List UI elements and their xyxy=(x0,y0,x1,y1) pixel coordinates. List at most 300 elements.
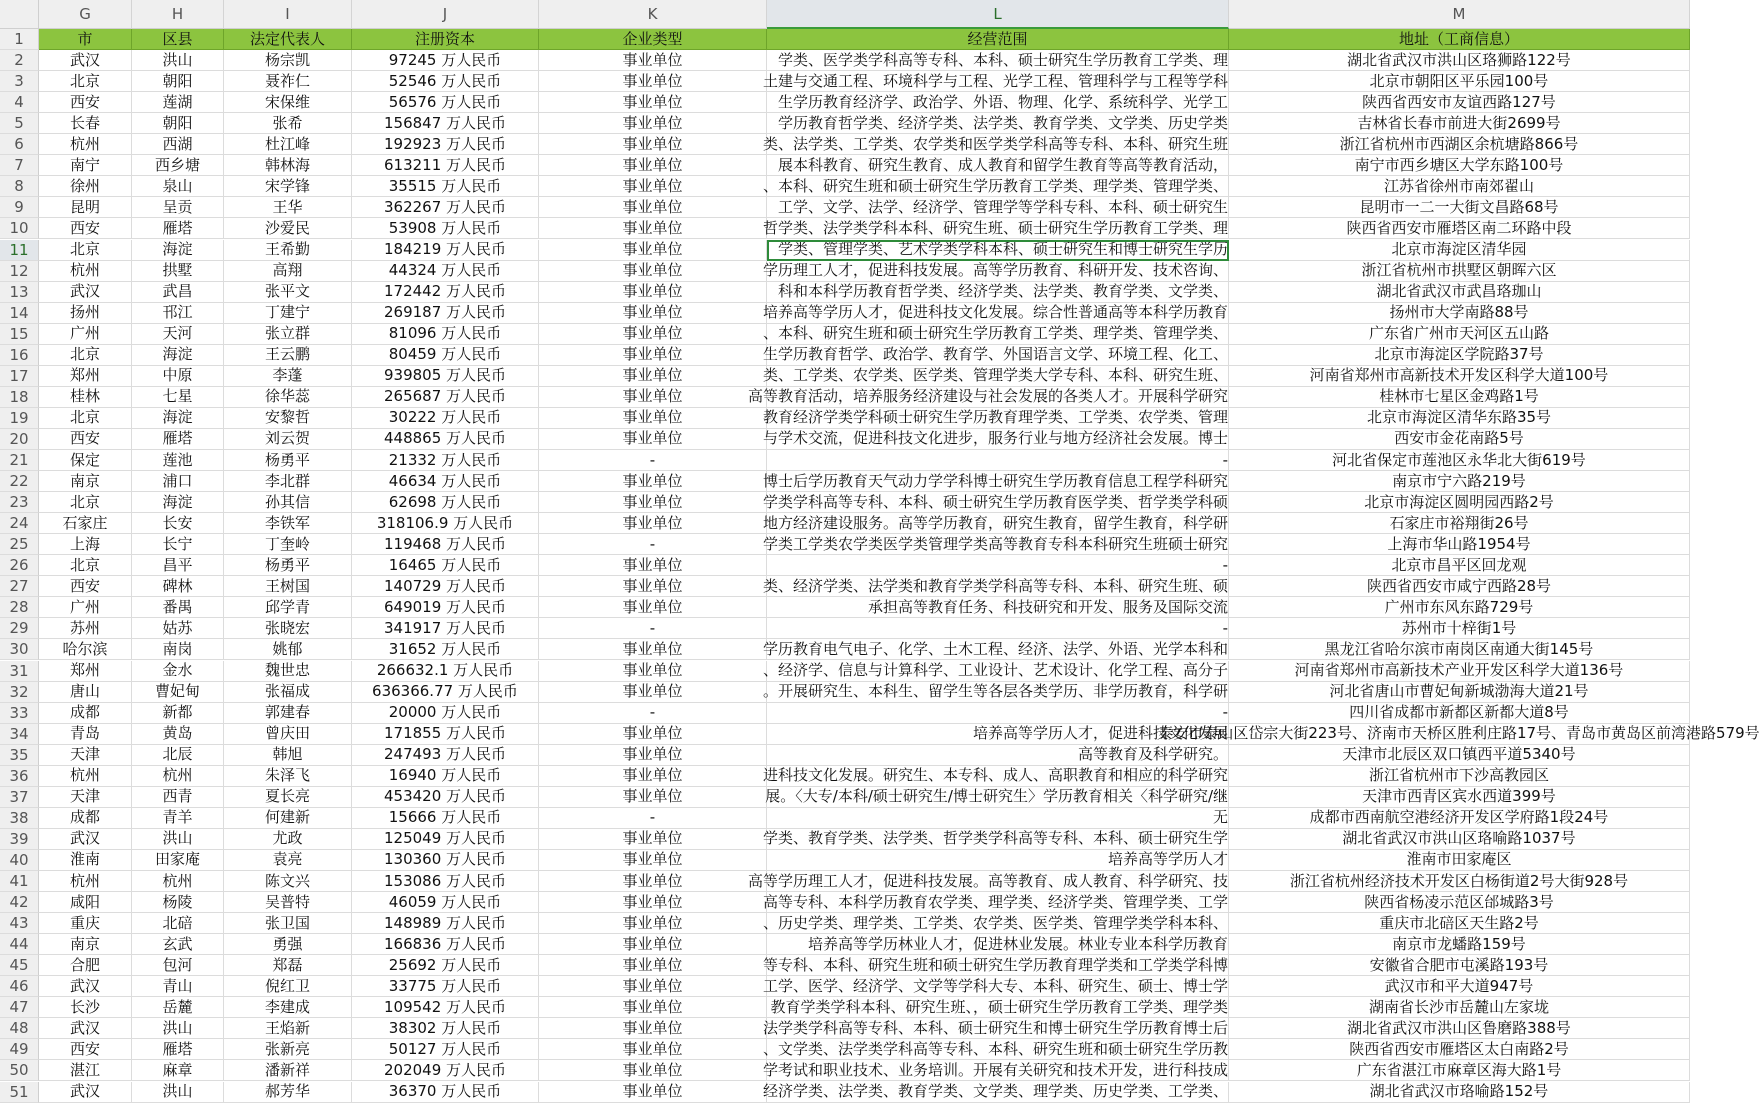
table-cell[interactable]: 学历理工人才，促进科技发展。高等学历教育、科研开发、技术咨询、 xyxy=(767,261,1229,282)
row-header[interactable]: 28 xyxy=(0,597,39,618)
table-cell[interactable]: 44324 万人民币 xyxy=(352,261,539,282)
row-header[interactable]: 45 xyxy=(0,955,39,976)
table-cell[interactable]: 李蓬 xyxy=(224,366,352,387)
table-cell[interactable]: 陕西省西安市友谊西路127号 xyxy=(1229,92,1690,113)
table-cell[interactable]: 浙江省杭州市西湖区余杭塘路866号 xyxy=(1229,134,1690,155)
table-cell[interactable]: 事业单位 xyxy=(539,50,767,71)
table-cell[interactable]: 南京市龙蟠路159号 xyxy=(1229,934,1690,955)
table-cell[interactable]: 杭州 xyxy=(39,766,132,787)
table-cell[interactable]: 类、经济学类、法学类和教育学类学科高等专科、本科、研究生班、硕 xyxy=(767,576,1229,597)
table-cell[interactable]: 事业单位 xyxy=(539,997,767,1018)
table-cell[interactable]: 天津 xyxy=(39,745,132,766)
table-cell[interactable]: 王树国 xyxy=(224,576,352,597)
table-cell[interactable]: 王希勤 xyxy=(224,240,352,261)
row-header[interactable]: 13 xyxy=(0,282,39,303)
table-cell[interactable]: 石家庄 xyxy=(39,513,132,534)
row-header[interactable]: 4 xyxy=(0,92,39,113)
table-cell[interactable]: - xyxy=(539,534,767,555)
table-cell[interactable]: 洪山 xyxy=(132,1082,224,1103)
table-cell[interactable]: 新都 xyxy=(132,703,224,724)
row-header[interactable]: 30 xyxy=(0,639,39,660)
table-cell[interactable]: 事业单位 xyxy=(539,92,767,113)
table-cell[interactable]: 徐华蕊 xyxy=(224,387,352,408)
table-cell[interactable]: 青羊 xyxy=(132,808,224,829)
table-cell[interactable]: 33775 万人民币 xyxy=(352,976,539,997)
table-cell[interactable]: 宋保维 xyxy=(224,92,352,113)
table-cell[interactable]: 丁建宁 xyxy=(224,303,352,324)
table-cell[interactable]: 河南省郑州市高新技术产业开发区科学大道136号 xyxy=(1229,661,1690,682)
table-cell[interactable]: 张平文 xyxy=(224,282,352,303)
table-cell[interactable]: 玄武 xyxy=(132,934,224,955)
table-cell[interactable]: 成都 xyxy=(39,808,132,829)
table-cell[interactable]: 192923 万人民币 xyxy=(352,134,539,155)
table-cell[interactable]: 魏世忠 xyxy=(224,661,352,682)
table-cell[interactable]: 125049 万人民币 xyxy=(352,829,539,850)
table-cell[interactable]: 七星 xyxy=(132,387,224,408)
table-cell[interactable]: 事业单位 xyxy=(539,387,767,408)
table-cell[interactable]: 勇强 xyxy=(224,934,352,955)
table-cell[interactable]: 教育经济学类学科硕士研究生学历教育理学类、工学类、农学类、管理 xyxy=(767,408,1229,429)
table-cell[interactable]: 事业单位 xyxy=(539,197,767,218)
table-cell[interactable]: 丁奎岭 xyxy=(224,534,352,555)
table-cell[interactable]: 学类、医学类学科高等专科、本科、硕士研究生学历教育工学类、理 xyxy=(767,50,1229,71)
table-cell[interactable]: 南京 xyxy=(39,934,132,955)
row-header[interactable]: 39 xyxy=(0,829,39,850)
table-cell[interactable]: 郝芳华 xyxy=(224,1082,352,1103)
select-all-corner[interactable] xyxy=(0,0,39,29)
table-cell[interactable]: 生学历教育经济学、政治学、外语、物理、化学、系统科学、光学工 xyxy=(767,92,1229,113)
table-cell[interactable]: 109542 万人民币 xyxy=(352,997,539,1018)
table-cell[interactable]: 事业单位 xyxy=(539,282,767,303)
table-cell[interactable]: 博士后学历教育天气动力学学科博士研究生学历教育信息工程学科研究 xyxy=(767,471,1229,492)
table-cell[interactable]: - xyxy=(539,703,767,724)
table-cell[interactable]: 张卫国 xyxy=(224,913,352,934)
table-cell[interactable]: 南宁 xyxy=(39,155,132,176)
table-cell[interactable]: 培养高等学历林业人才，促进林业发展。林业专业本科学历教育 xyxy=(767,934,1229,955)
row-header[interactable]: 6 xyxy=(0,134,39,155)
table-cell[interactable]: 事业单位 xyxy=(539,113,767,134)
row-header[interactable]: 11 xyxy=(0,240,39,261)
column-header-l[interactable]: L xyxy=(767,0,1229,29)
column-header-g[interactable]: G xyxy=(39,0,132,29)
table-cell[interactable]: 高等教育及科学研究。 xyxy=(767,745,1229,766)
table-cell[interactable]: 工学、医学、经济学、文学等学科大专、本科、研究生、硕士、博士学 xyxy=(767,976,1229,997)
table-cell[interactable]: 教育学类学科本科、研究生班、，硕士研究生学历教育工学类、理学类 xyxy=(767,997,1229,1018)
row-header[interactable]: 25 xyxy=(0,534,39,555)
table-cell[interactable]: 53908 万人民币 xyxy=(352,218,539,239)
table-cell[interactable]: 法学类学科高等专科、本科、硕士研究生和博士研究生学历教育博士后 xyxy=(767,1018,1229,1039)
table-cell[interactable]: 184219 万人民币 xyxy=(352,240,539,261)
header-cell[interactable]: 地址（工商信息） xyxy=(1229,29,1690,50)
table-cell[interactable]: 天河 xyxy=(132,324,224,345)
table-cell[interactable]: 浙江省杭州经济技术开发区白杨街道2号大街928号 xyxy=(1229,871,1690,892)
row-header[interactable]: 31 xyxy=(0,661,39,682)
table-cell[interactable]: 广东省广州市天河区五山路 xyxy=(1229,324,1690,345)
table-cell[interactable]: 河南省郑州市高新技术开发区科学大道100号 xyxy=(1229,366,1690,387)
table-cell[interactable]: 武汉 xyxy=(39,1082,132,1103)
table-cell[interactable]: 展本科教育、研究生教育、成人教育和留学生教育等高等教育活动， xyxy=(767,155,1229,176)
row-header[interactable]: 20 xyxy=(0,429,39,450)
row-header[interactable]: 41 xyxy=(0,871,39,892)
table-cell[interactable]: 南宁市西乡塘区大学东路100号 xyxy=(1229,155,1690,176)
table-cell[interactable]: 247493 万人民币 xyxy=(352,745,539,766)
table-cell[interactable]: 邗江 xyxy=(132,303,224,324)
table-cell[interactable]: 事业单位 xyxy=(539,976,767,997)
table-cell[interactable]: 172442 万人民币 xyxy=(352,282,539,303)
table-cell[interactable]: 35515 万人民币 xyxy=(352,176,539,197)
table-cell[interactable]: 事业单位 xyxy=(539,745,767,766)
table-cell[interactable]: 雁塔 xyxy=(132,218,224,239)
table-cell[interactable]: 何建新 xyxy=(224,808,352,829)
row-header[interactable]: 37 xyxy=(0,787,39,808)
table-cell[interactable]: 杭州 xyxy=(39,871,132,892)
table-cell[interactable]: 学历教育电气电子、化学、土木工程、经济、法学、外语、光学本科和 xyxy=(767,639,1229,660)
column-header-h[interactable]: H xyxy=(132,0,224,29)
table-cell[interactable]: 土建与交通工程、环境科学与工程、光学工程、管理科学与工程等学科 xyxy=(767,71,1229,92)
table-cell[interactable]: 经济学类、法学类、教育学类、文学类、理学类、历史学类、工学类、 xyxy=(767,1082,1229,1103)
table-cell[interactable]: 事业单位 xyxy=(539,1082,767,1103)
row-header[interactable]: 38 xyxy=(0,808,39,829)
row-header[interactable]: 15 xyxy=(0,324,39,345)
row-header[interactable]: 2 xyxy=(0,50,39,71)
table-cell[interactable]: 洪山 xyxy=(132,829,224,850)
table-cell[interactable]: 淮南市田家庵区 xyxy=(1229,850,1690,871)
table-cell[interactable]: 张希 xyxy=(224,113,352,134)
column-header-i[interactable]: I xyxy=(224,0,352,29)
table-cell[interactable]: 北京 xyxy=(39,345,132,366)
table-cell[interactable]: 46634 万人民币 xyxy=(352,471,539,492)
row-header[interactable]: 7 xyxy=(0,155,39,176)
table-cell[interactable]: 陕西省西安市雁塔区太白南路2号 xyxy=(1229,1039,1690,1060)
table-cell[interactable]: 海淀 xyxy=(132,492,224,513)
table-cell[interactable]: 31652 万人民币 xyxy=(352,639,539,660)
table-cell[interactable]: 杨宗凯 xyxy=(224,50,352,71)
row-header[interactable]: 10 xyxy=(0,218,39,239)
table-cell[interactable]: 沙爱民 xyxy=(224,218,352,239)
table-cell[interactable]: 事业单位 xyxy=(539,1060,767,1081)
table-cell[interactable]: 杭州 xyxy=(39,261,132,282)
table-cell[interactable]: 扬州市大学南路88号 xyxy=(1229,303,1690,324)
table-cell[interactable]: 孙其信 xyxy=(224,492,352,513)
table-cell[interactable]: 北京市海淀区清华东路35号 xyxy=(1229,408,1690,429)
table-cell[interactable]: 郑州 xyxy=(39,661,132,682)
table-cell[interactable]: 事业单位 xyxy=(539,913,767,934)
table-cell[interactable]: 38302 万人民币 xyxy=(352,1018,539,1039)
row-header[interactable]: 49 xyxy=(0,1039,39,1060)
table-cell[interactable]: 安黎哲 xyxy=(224,408,352,429)
table-cell[interactable]: 天津市西青区宾水西道399号 xyxy=(1229,787,1690,808)
table-cell[interactable]: 洪山 xyxy=(132,50,224,71)
table-cell[interactable]: 56576 万人民币 xyxy=(352,92,539,113)
table-cell[interactable]: 哈尔滨 xyxy=(39,639,132,660)
table-cell[interactable]: 潘新祥 xyxy=(224,1060,352,1081)
table-cell[interactable]: 事业单位 xyxy=(539,576,767,597)
table-cell[interactable]: 。开展研究生、本科生、留学生等各层各类学历、非学历教育，科学研 xyxy=(767,682,1229,703)
row-header[interactable]: 29 xyxy=(0,618,39,639)
table-cell[interactable]: 西安 xyxy=(39,1039,132,1060)
table-cell[interactable]: 269187 万人民币 xyxy=(352,303,539,324)
row-header[interactable]: 44 xyxy=(0,934,39,955)
table-cell[interactable]: 学类、管理学类、艺术学类学科本科、硕士研究生和博士研究生学历 xyxy=(767,240,1229,261)
table-cell[interactable]: 广州 xyxy=(39,597,132,618)
table-cell[interactable]: 湖北省武汉市武昌珞珈山 xyxy=(1229,282,1690,303)
table-cell[interactable]: - xyxy=(767,703,1229,724)
row-header[interactable]: 1 xyxy=(0,29,39,50)
table-cell[interactable]: 湖北省武汉市珞喻路152号 xyxy=(1229,1082,1690,1103)
table-cell[interactable]: 北京市朝阳区平乐园100号 xyxy=(1229,71,1690,92)
table-cell[interactable]: 高翔 xyxy=(224,261,352,282)
table-cell[interactable]: 学类、教育学类、法学类、哲学类学科高等专科、本科、硕士研究生学 xyxy=(767,829,1229,850)
table-cell[interactable]: 吴普特 xyxy=(224,892,352,913)
table-cell[interactable]: 北京 xyxy=(39,240,132,261)
table-cell[interactable]: 西安 xyxy=(39,429,132,450)
table-cell[interactable]: 西安 xyxy=(39,576,132,597)
table-cell[interactable]: 16940 万人民币 xyxy=(352,766,539,787)
table-cell[interactable]: 王焰新 xyxy=(224,1018,352,1039)
table-cell[interactable]: 事业单位 xyxy=(539,639,767,660)
row-header[interactable]: 23 xyxy=(0,492,39,513)
row-header[interactable]: 22 xyxy=(0,471,39,492)
table-cell[interactable]: 生学历教育哲学、政治学、教育学、外国语言文学、环境工程、化工、 xyxy=(767,345,1229,366)
table-cell[interactable]: 碑林 xyxy=(132,576,224,597)
table-cell[interactable]: 南京市宁六路219号 xyxy=(1229,471,1690,492)
table-cell[interactable]: 江苏省徐州市南郊翟山 xyxy=(1229,176,1690,197)
table-cell[interactable]: 泰安市泰山区岱宗大街223号、济南市天桥区胜利庄路17号、青岛市黄岛区前湾港路579号 xyxy=(1229,724,1690,745)
table-cell[interactable]: - xyxy=(767,450,1229,471)
table-cell[interactable]: 事业单位 xyxy=(539,345,767,366)
table-cell[interactable]: 陈文兴 xyxy=(224,871,352,892)
table-cell[interactable]: 尤政 xyxy=(224,829,352,850)
table-cell[interactable]: 杨勇平 xyxy=(224,555,352,576)
header-cell[interactable]: 企业类型 xyxy=(539,29,767,50)
table-cell[interactable]: 杨勇平 xyxy=(224,450,352,471)
table-cell[interactable]: - xyxy=(539,618,767,639)
column-header-m[interactable]: M xyxy=(1229,0,1690,29)
table-cell[interactable]: 事业单位 xyxy=(539,240,767,261)
row-header[interactable]: 47 xyxy=(0,997,39,1018)
table-cell[interactable]: 事业单位 xyxy=(539,366,767,387)
table-cell[interactable]: 曹妃甸 xyxy=(132,682,224,703)
row-header[interactable]: 19 xyxy=(0,408,39,429)
table-cell[interactable]: 153086 万人民币 xyxy=(352,871,539,892)
table-cell[interactable]: 培养高等学历人才，促进科技文化发展 xyxy=(767,724,1229,745)
table-cell[interactable]: 事业单位 xyxy=(539,155,767,176)
table-cell[interactable]: 西乡塘 xyxy=(132,155,224,176)
table-cell[interactable]: 、经济学、信息与计算科学、工业设计、艺术设计、化学工程、高分子 xyxy=(767,661,1229,682)
table-cell[interactable]: 事业单位 xyxy=(539,871,767,892)
table-cell[interactable]: 保定 xyxy=(39,450,132,471)
table-cell[interactable]: 西青 xyxy=(132,787,224,808)
table-cell[interactable]: 天津市北辰区双口镇西平道5340号 xyxy=(1229,745,1690,766)
table-cell[interactable]: 青岛 xyxy=(39,724,132,745)
table-cell[interactable]: 雁塔 xyxy=(132,1039,224,1060)
table-cell[interactable]: 636366.77 万人民币 xyxy=(352,682,539,703)
table-cell[interactable]: 湖北省武汉市洪山区珞喻路1037号 xyxy=(1229,829,1690,850)
table-cell[interactable]: 453420 万人民币 xyxy=(352,787,539,808)
header-cell[interactable]: 区县 xyxy=(132,29,224,50)
table-cell[interactable]: 海淀 xyxy=(132,240,224,261)
table-cell[interactable]: 昌平 xyxy=(132,555,224,576)
table-cell[interactable]: 昆明市一二一大街文昌路68号 xyxy=(1229,197,1690,218)
table-cell[interactable]: 北京市海淀区清华园 xyxy=(1229,240,1690,261)
table-cell[interactable]: 陕西省杨凌示范区邰城路3号 xyxy=(1229,892,1690,913)
row-header[interactable]: 18 xyxy=(0,387,39,408)
table-cell[interactable]: 郑磊 xyxy=(224,955,352,976)
table-cell[interactable]: 杭州 xyxy=(132,871,224,892)
table-cell[interactable]: 130360 万人民币 xyxy=(352,850,539,871)
table-cell[interactable]: 北京 xyxy=(39,555,132,576)
table-cell[interactable]: 西安市金花南路5号 xyxy=(1229,429,1690,450)
table-cell[interactable]: 扬州 xyxy=(39,303,132,324)
row-header[interactable]: 9 xyxy=(0,197,39,218)
header-cell[interactable]: 市 xyxy=(39,29,132,50)
table-cell[interactable]: 重庆 xyxy=(39,913,132,934)
table-cell[interactable]: 苏州市十梓街1号 xyxy=(1229,618,1690,639)
row-header[interactable]: 5 xyxy=(0,113,39,134)
row-header[interactable]: 33 xyxy=(0,703,39,724)
header-cell[interactable]: 注册资本 xyxy=(352,29,539,50)
table-cell[interactable]: 、本科、研究生班和硕士研究生学历教育工学类、理学类、管理学类、 xyxy=(767,324,1229,345)
table-cell[interactable]: 长宁 xyxy=(132,534,224,555)
table-cell[interactable]: 事业单位 xyxy=(539,661,767,682)
table-cell[interactable]: 、本科、研究生班和硕士研究生学历教育工学类、理学类、管理学类、 xyxy=(767,176,1229,197)
table-cell[interactable]: 姚郁 xyxy=(224,639,352,660)
row-header[interactable]: 51 xyxy=(0,1082,39,1103)
row-header[interactable]: 40 xyxy=(0,850,39,871)
table-cell[interactable]: 、文学类、法学类学科高等专科、本科、研究生班和硕士研究生学历教 xyxy=(767,1039,1229,1060)
row-header[interactable]: 42 xyxy=(0,892,39,913)
table-cell[interactable]: 倪红卫 xyxy=(224,976,352,997)
table-cell[interactable]: 36370 万人民币 xyxy=(352,1082,539,1103)
table-cell[interactable]: 田家庵 xyxy=(132,850,224,871)
table-cell[interactable]: 148989 万人民币 xyxy=(352,913,539,934)
table-cell[interactable]: 事业单位 xyxy=(539,134,767,155)
table-cell[interactable]: 张福成 xyxy=(224,682,352,703)
table-cell[interactable]: 西湖 xyxy=(132,134,224,155)
table-cell[interactable]: 156847 万人民币 xyxy=(352,113,539,134)
table-cell[interactable]: 武昌 xyxy=(132,282,224,303)
table-cell[interactable]: 邱学青 xyxy=(224,597,352,618)
row-header[interactable]: 16 xyxy=(0,345,39,366)
row-header[interactable]: 12 xyxy=(0,261,39,282)
table-cell[interactable]: 姑苏 xyxy=(132,618,224,639)
header-cell[interactable]: 法定代表人 xyxy=(224,29,352,50)
table-cell[interactable]: 事业单位 xyxy=(539,766,767,787)
table-cell[interactable]: 事业单位 xyxy=(539,787,767,808)
table-cell[interactable]: 武汉 xyxy=(39,1018,132,1039)
table-cell[interactable]: 陕西省西安市咸宁西路28号 xyxy=(1229,576,1690,597)
table-cell[interactable]: 淮南 xyxy=(39,850,132,871)
table-cell[interactable]: 哲学类、法学类学科本科、研究生班、硕士研究生学历教育工学类、理 xyxy=(767,218,1229,239)
table-cell[interactable]: 学历教育哲学类、经济学类、法学类、教育学类、文学类、历史学类 xyxy=(767,113,1229,134)
table-cell[interactable]: 学类学科高等专科、本科、硕士研究生学历教育医学类、哲学类学科硕 xyxy=(767,492,1229,513)
table-cell[interactable]: 与学术交流，促进科技文化进步，服务行业与地方经济社会发展。博士 xyxy=(767,429,1229,450)
table-cell[interactable]: 桂林市七星区金鸡路1号 xyxy=(1229,387,1690,408)
table-cell[interactable]: 进科技文化发展。研究生、本专科、成人、高职教育和相应的科学研究 xyxy=(767,766,1229,787)
table-cell[interactable]: 448865 万人民币 xyxy=(352,429,539,450)
table-cell[interactable]: 事业单位 xyxy=(539,513,767,534)
table-cell[interactable]: 河北省保定市莲池区永华北大街619号 xyxy=(1229,450,1690,471)
table-cell[interactable]: 黄岛 xyxy=(132,724,224,745)
table-cell[interactable]: 韩旭 xyxy=(224,745,352,766)
table-cell[interactable]: 武汉 xyxy=(39,829,132,850)
table-cell[interactable]: 宋学锋 xyxy=(224,176,352,197)
table-cell[interactable]: 事业单位 xyxy=(539,892,767,913)
table-cell[interactable]: 刘云贺 xyxy=(224,429,352,450)
table-cell[interactable]: 莲池 xyxy=(132,450,224,471)
table-cell[interactable]: 地方经济建设服务。高等学历教育，研究生教育，留学生教育，科学研 xyxy=(767,513,1229,534)
table-cell[interactable]: 麻章 xyxy=(132,1060,224,1081)
table-cell[interactable]: 学考试和职业技术、业务培训。开展有关研究和技术开发，进行科技成 xyxy=(767,1060,1229,1081)
table-cell[interactable]: 夏长亮 xyxy=(224,787,352,808)
table-cell[interactable]: 北京 xyxy=(39,71,132,92)
table-cell[interactable]: 81096 万人民币 xyxy=(352,324,539,345)
table-cell[interactable]: 张新亮 xyxy=(224,1039,352,1060)
table-cell[interactable]: 97245 万人民币 xyxy=(352,50,539,71)
table-cell[interactable]: - xyxy=(767,555,1229,576)
table-cell[interactable]: 郭建春 xyxy=(224,703,352,724)
table-cell[interactable]: 广州市东风东路729号 xyxy=(1229,597,1690,618)
table-cell[interactable]: 李北群 xyxy=(224,471,352,492)
table-cell[interactable]: - xyxy=(539,450,767,471)
table-cell[interactable]: 武汉市和平大道947号 xyxy=(1229,976,1690,997)
table-cell[interactable]: 北辰 xyxy=(132,745,224,766)
table-cell[interactable]: 科和本科学历教育哲学类、经济学类、法学类、教育学类、文学类、 xyxy=(767,282,1229,303)
table-cell[interactable]: 46059 万人民币 xyxy=(352,892,539,913)
table-cell[interactable]: 事业单位 xyxy=(539,408,767,429)
table-cell[interactable]: 洪山 xyxy=(132,1018,224,1039)
table-cell[interactable]: 莲湖 xyxy=(132,92,224,113)
row-header[interactable]: 21 xyxy=(0,450,39,471)
table-cell[interactable]: 类、法学类、工学类、农学类和医学类学科高等专科、本科、研究生班 xyxy=(767,134,1229,155)
table-cell[interactable]: 171855 万人民币 xyxy=(352,724,539,745)
row-header[interactable]: 35 xyxy=(0,745,39,766)
table-cell[interactable]: 苏州 xyxy=(39,618,132,639)
table-cell[interactable]: 北京市昌平区回龙观 xyxy=(1229,555,1690,576)
row-header[interactable]: 48 xyxy=(0,1018,39,1039)
table-cell[interactable]: 北京 xyxy=(39,408,132,429)
table-cell[interactable]: 高等专科、本科学历教育农学类、理学类、经济学类、管理学类、工学 xyxy=(767,892,1229,913)
table-cell[interactable]: 30222 万人民币 xyxy=(352,408,539,429)
table-cell[interactable]: 类、工学类、农学类、医学类、管理学类大学专科、本科、研究生班、 xyxy=(767,366,1229,387)
row-header[interactable]: 26 xyxy=(0,555,39,576)
table-cell[interactable]: 唐山 xyxy=(39,682,132,703)
table-cell[interactable]: 袁亮 xyxy=(224,850,352,871)
table-cell[interactable]: 20000 万人民币 xyxy=(352,703,539,724)
table-cell[interactable]: 合肥 xyxy=(39,955,132,976)
table-cell[interactable]: 事业单位 xyxy=(539,303,767,324)
table-cell[interactable]: 80459 万人民币 xyxy=(352,345,539,366)
table-cell[interactable]: 高等教育活动，培养服务经济建设与社会发展的各类人才。开展科学研究 xyxy=(767,387,1229,408)
table-cell[interactable]: 长沙 xyxy=(39,997,132,1018)
table-cell[interactable]: 南岗 xyxy=(132,639,224,660)
table-cell[interactable]: 50127 万人民币 xyxy=(352,1039,539,1060)
table-cell[interactable]: 杭州 xyxy=(132,766,224,787)
row-header[interactable]: 36 xyxy=(0,766,39,787)
table-cell[interactable]: 工学、文学、法学、经济学、管理学等学科专科、本科、硕士研究生 xyxy=(767,197,1229,218)
table-cell[interactable]: 202049 万人民币 xyxy=(352,1060,539,1081)
table-cell[interactable]: 朝阳 xyxy=(132,71,224,92)
table-cell[interactable]: 15666 万人民币 xyxy=(352,808,539,829)
table-cell[interactable]: 中原 xyxy=(132,366,224,387)
table-cell[interactable]: 泉山 xyxy=(132,176,224,197)
table-cell[interactable]: 事业单位 xyxy=(539,682,767,703)
table-cell[interactable]: 事业单位 xyxy=(539,1018,767,1039)
table-cell[interactable]: 陕西省西安市雁塔区南二环路中段 xyxy=(1229,218,1690,239)
table-cell[interactable]: 呈贡 xyxy=(132,197,224,218)
row-header[interactable]: 43 xyxy=(0,913,39,934)
table-cell[interactable]: - xyxy=(539,808,767,829)
